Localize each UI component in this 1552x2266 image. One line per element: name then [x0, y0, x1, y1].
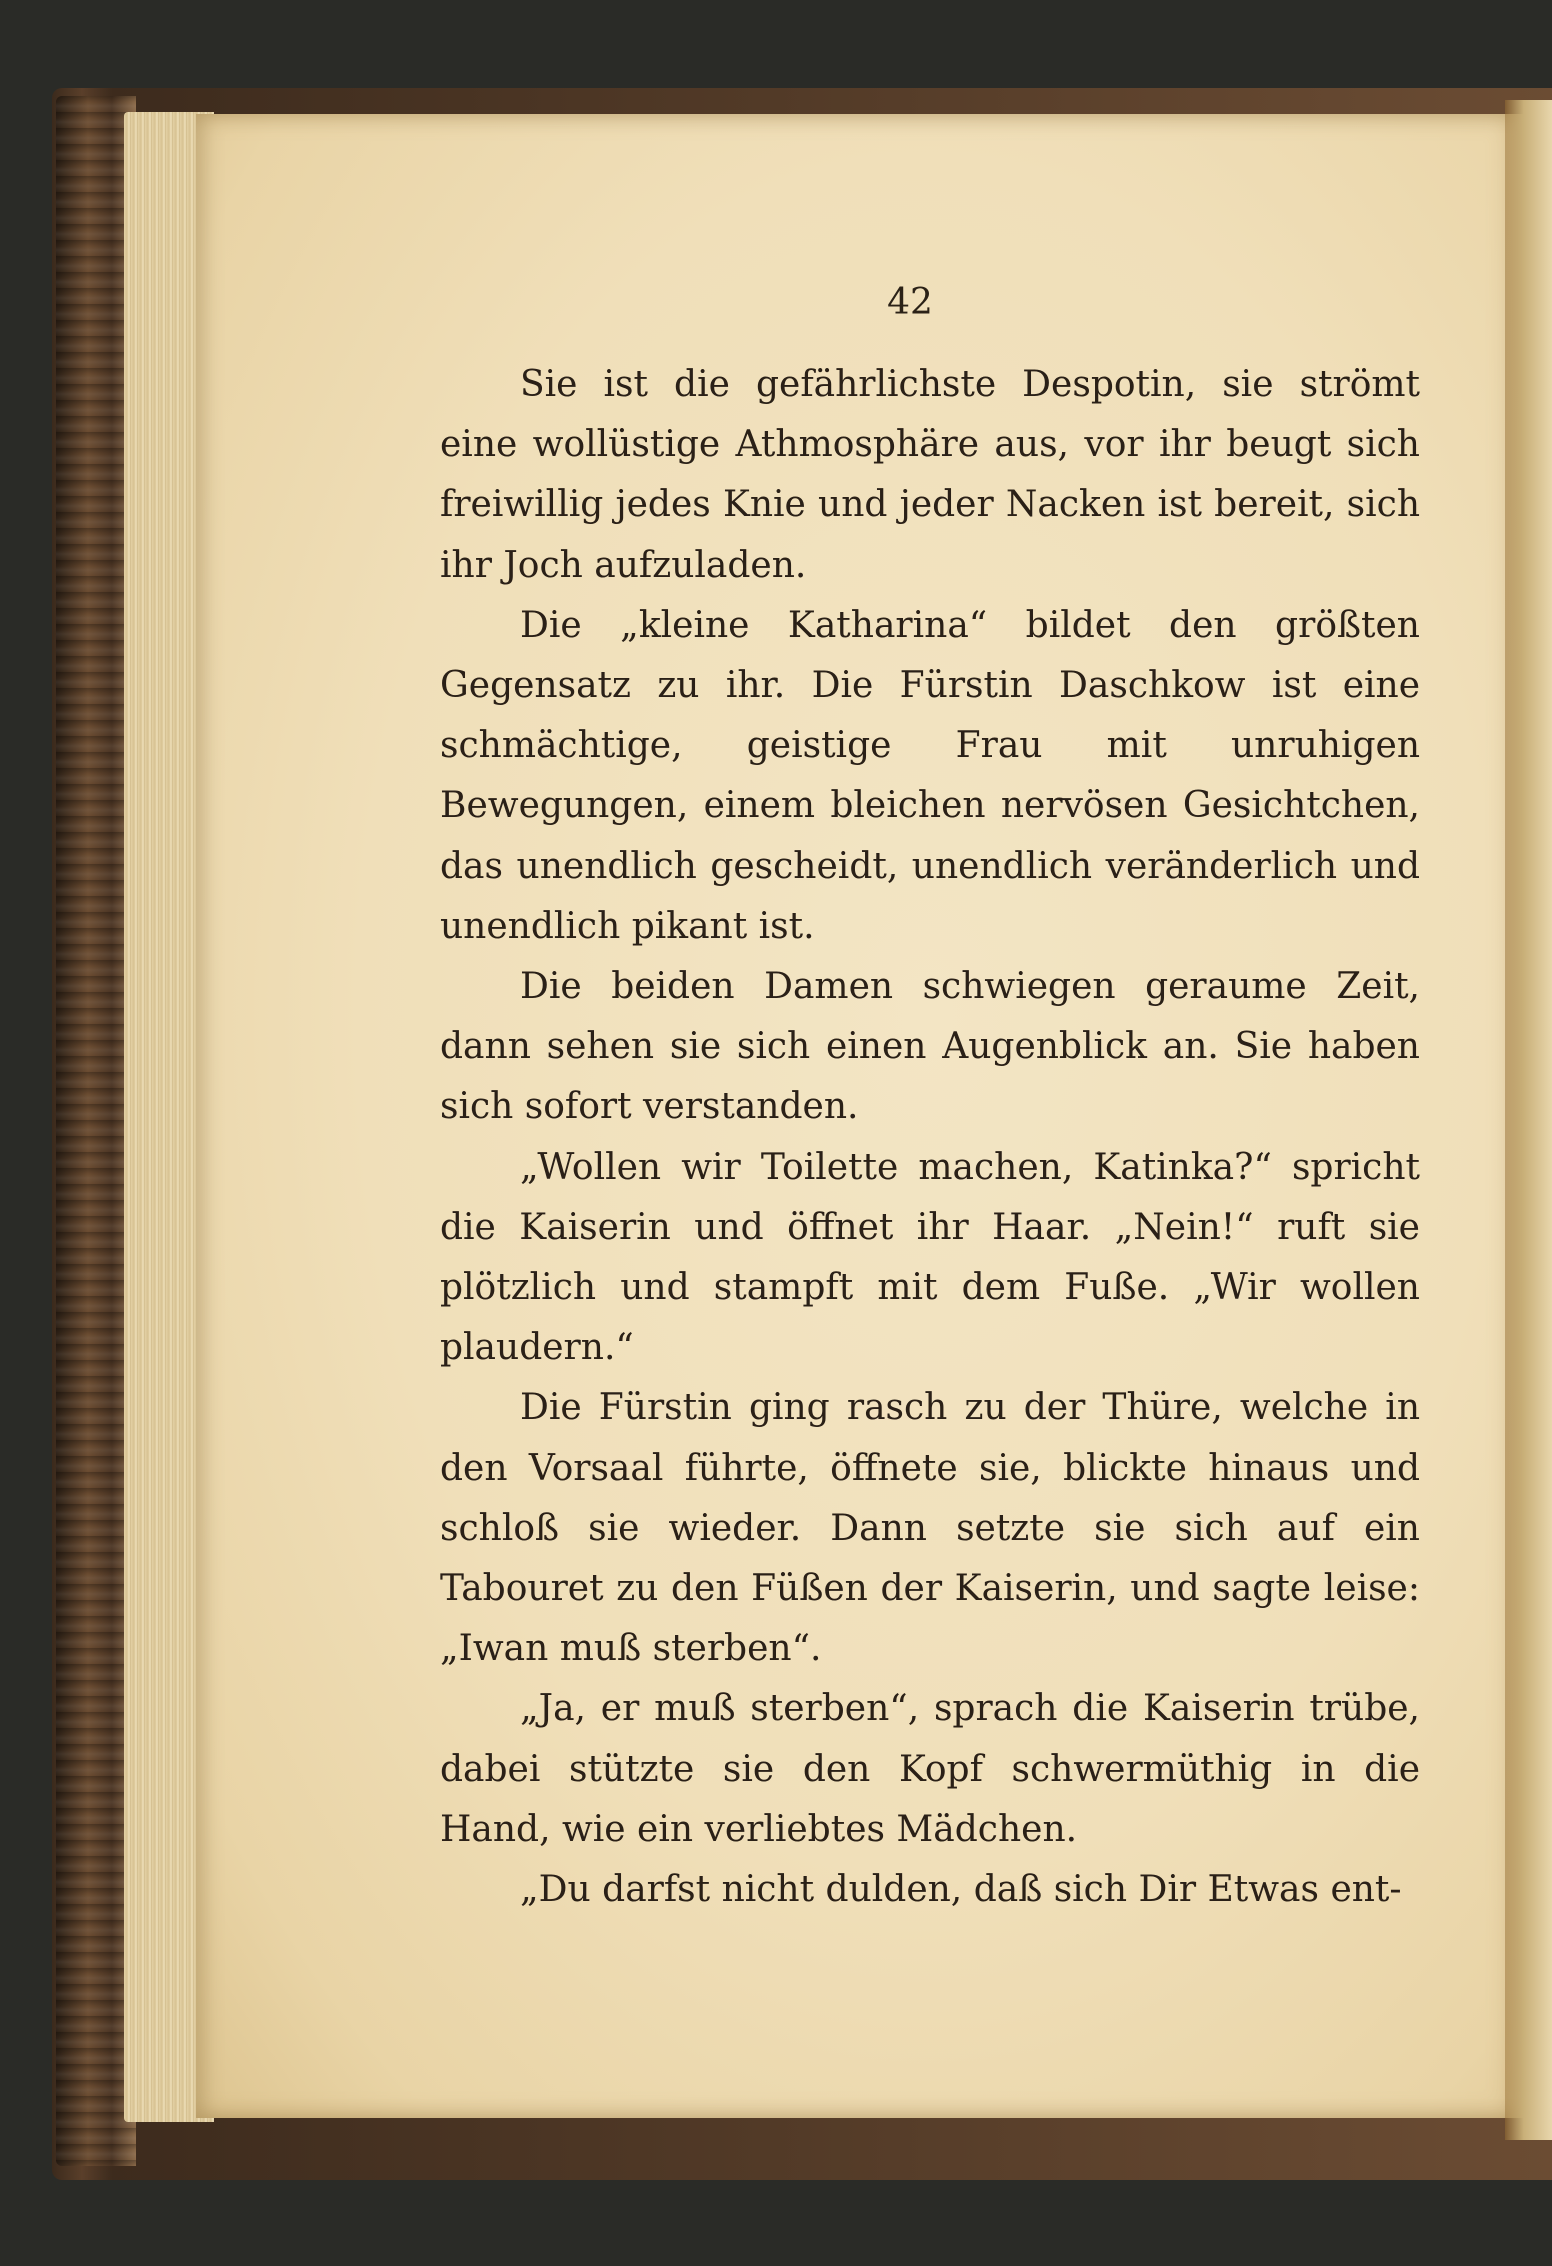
paragraph: „Wollen wir Toilette machen, Katinka?“ spricht die Kaiserin und öffnet ihr Haar. „Nein!“ ruft sie plötzlich und stampft mit dem Fuße. „Wir wollen plaudern.“ — [440, 1146, 1420, 1369]
paragraph: „Ja, er muß sterben“, sprach die Kaiserin trübe, dabei stützte sie den Kopf schwermüthig in die Hand, wie ein verliebtes Mädchen. — [440, 1688, 1420, 1850]
body-text — [440, 355, 1420, 1920]
facing-page-edge — [1505, 100, 1552, 2140]
paragraph: Die beiden Damen schwiegen geraume Zeit, dann sehen sie sich einen Augenblick an. Sie haben sich sofort verstanden. — [440, 966, 1420, 1128]
paragraph: „Du darfst nicht dulden, daß sich Dir Etwas ent- — [520, 1869, 1402, 1911]
page-number: 42 — [887, 282, 933, 323]
paragraph: Die „kleine Katharina“ bildet den größten Gegensatz zu ihr. Die Fürstin Daschkow ist eine schmächtige, geistige Frau mit unruhigen Bewegungen, einem bleichen nervösen Gesichtchen, das unendlich gescheidt, unendlich veränderlich und unendlich pikant ist. — [440, 604, 1420, 947]
paragraph: Die Fürstin ging rasch zu der Thüre, welche in den Vorsaal führte, öffnete sie, blickte hinaus und schloß sie wieder. Dann setzte sie sich auf ein Tabouret zu den Füßen der Kaiserin, und sagte leise: „Iwan muß sterben“. — [440, 1387, 1420, 1670]
paragraph: Sie ist die gefährlichste Despotin, sie strömt eine wollüstige Athmosphäre aus, vor ihr beugt sich freiwillig jedes Knie und jeder Nacken ist bereit, sich ihr Joch aufzuladen. — [440, 364, 1420, 586]
